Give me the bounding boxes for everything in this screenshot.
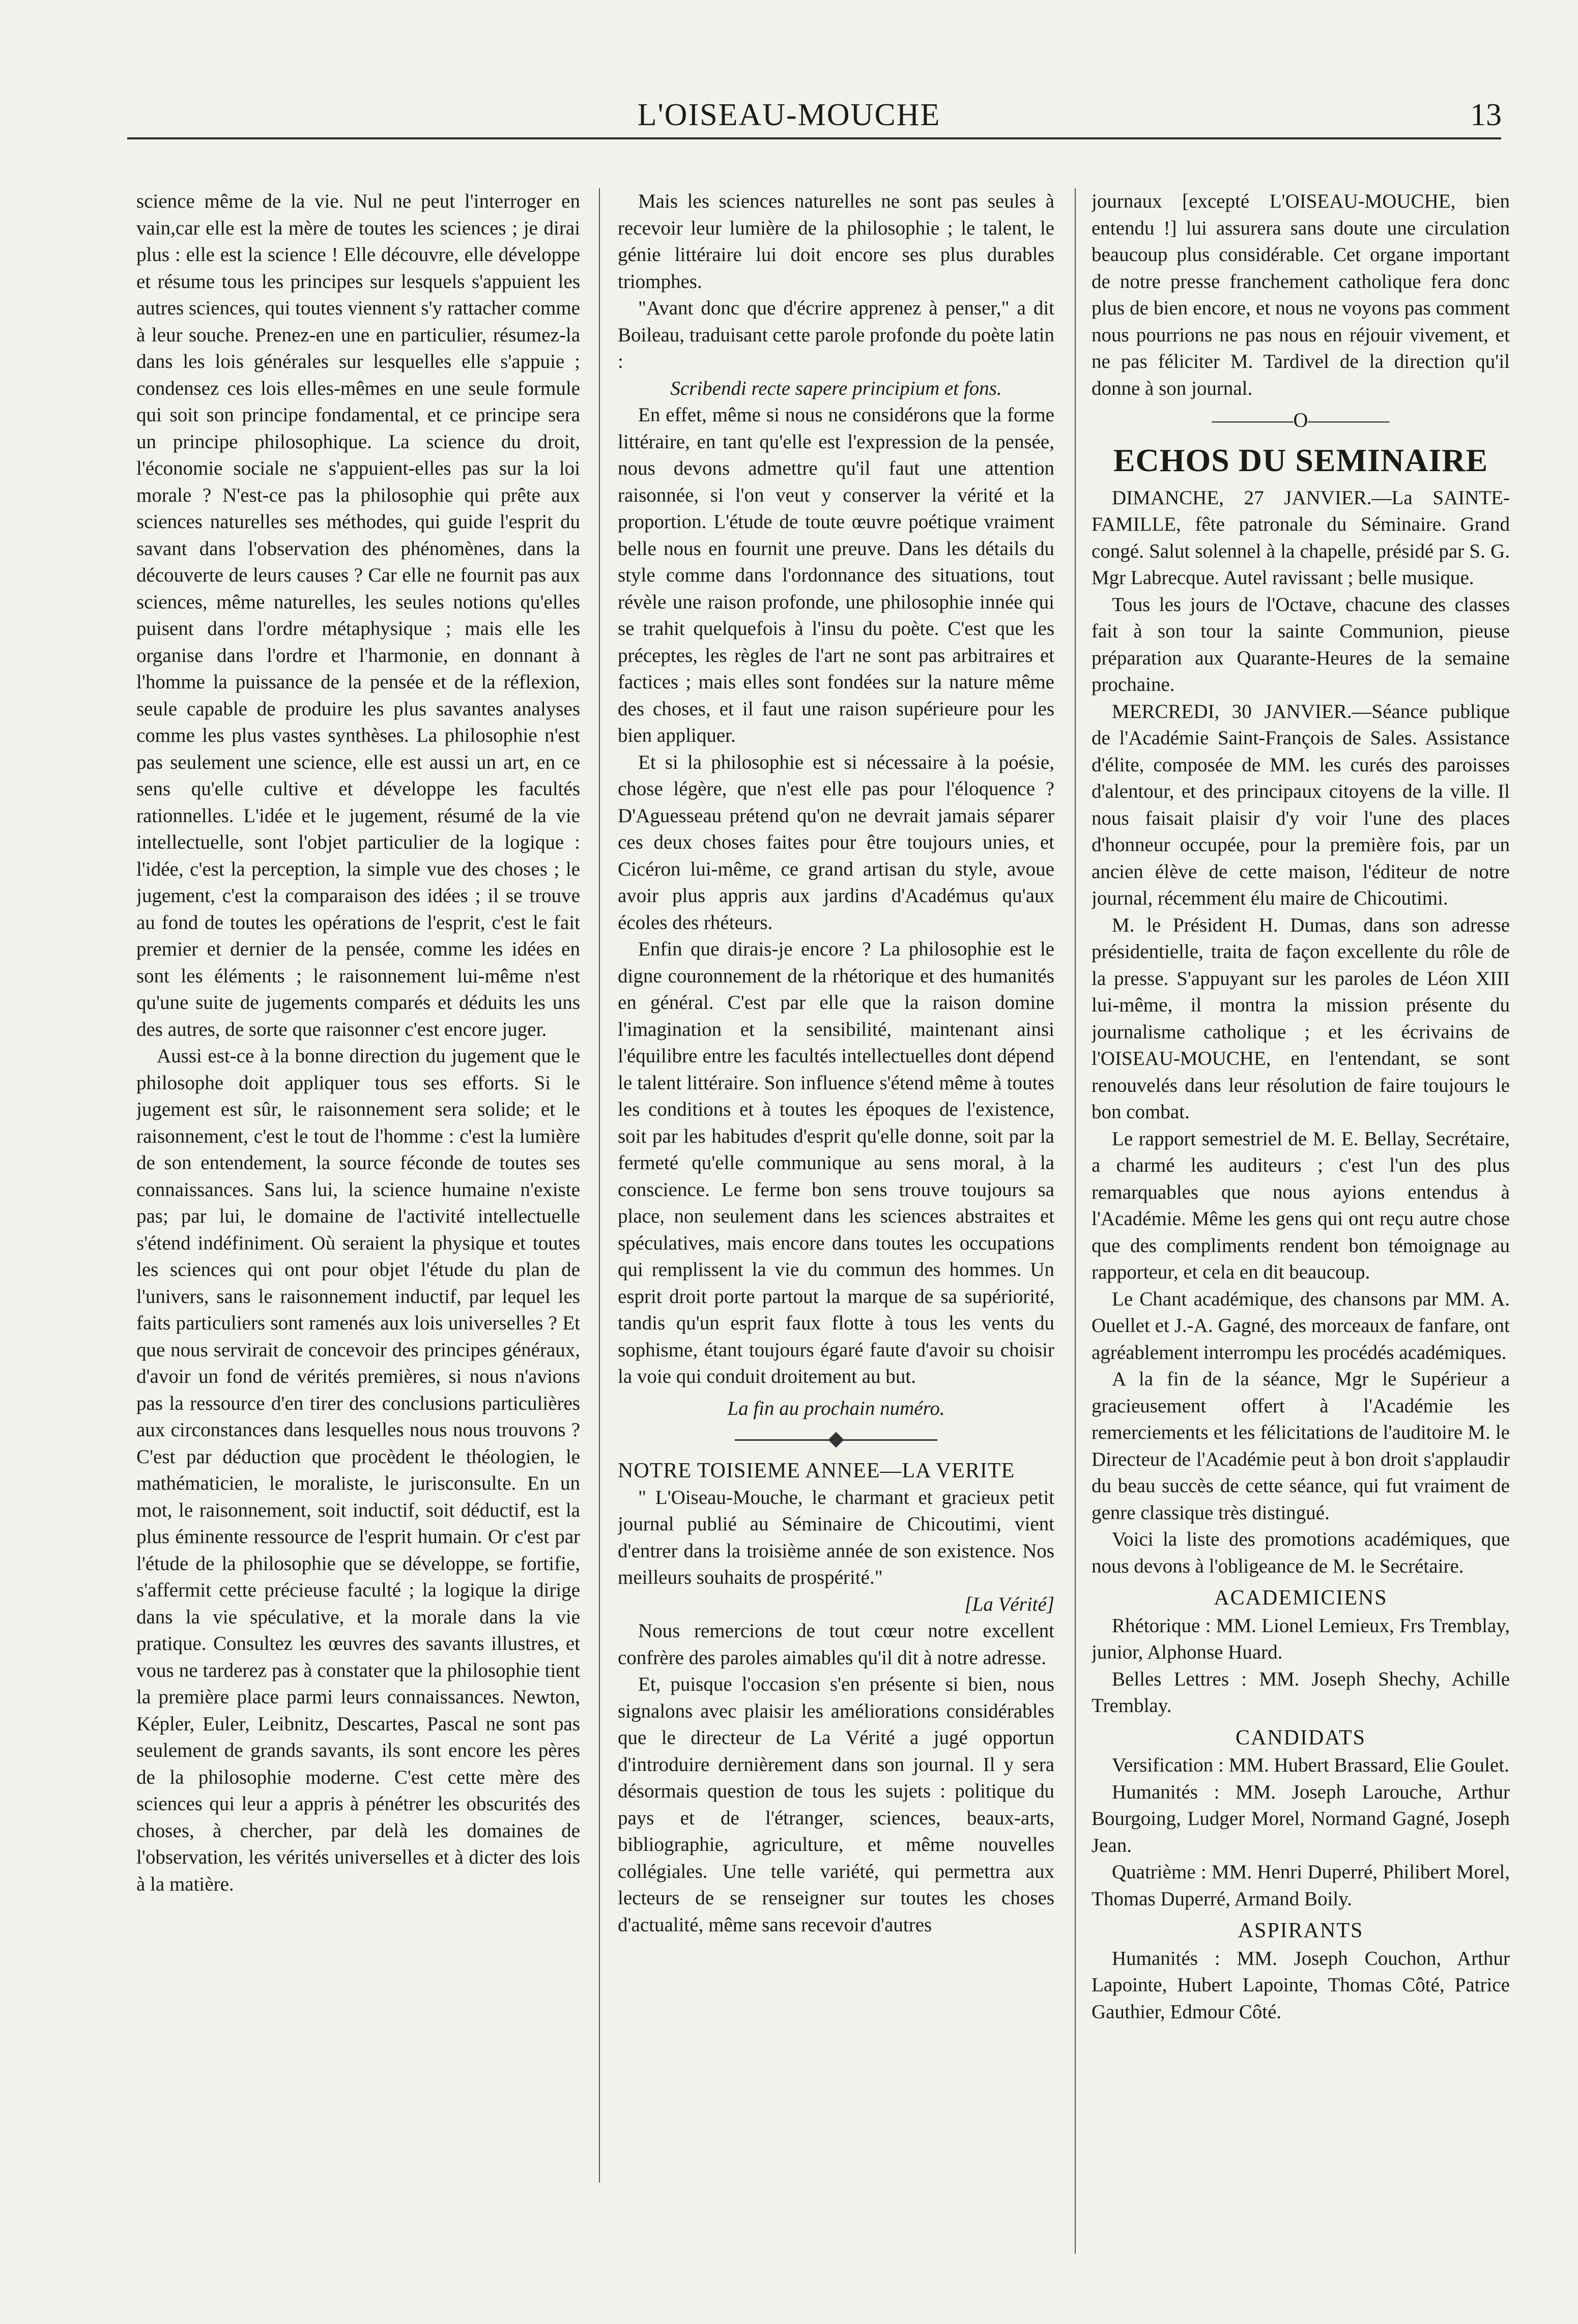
article-paragraph: En effet, même si nous ne considérons que la forme littéraire, en tant qu'elle est l'expression de la pensée, nous devons admettre qu'il faut une attention raisonnée, si l'on veut y conserver la vérité et la proportion. L'étude de toute œuvre poétique vraiment belle nous en fournit une preuve. Dans les détails du style comme dans l'ordonnance des situations, tout révèle une raison profonde, une philosophie innée qui se trahit quelquefois à l'insu du poète. C'est que les préceptes, les règles de l'art ne sont pas arbitraires et factices ; mais elles sont fondées sur la nature même des choses, et il faut une raison supérieure pour les bien appliquer. bbox=[618, 404, 1054, 746]
page-number: 13 bbox=[1470, 98, 1502, 132]
latin-quotation: Scribendi recte sapere principium et fons. bbox=[670, 377, 1002, 399]
article-paragraph: Mais les sciences naturelles ne sont pas seules à recevoir leur lumière de la philosophie ; le talent, le génie littéraire lui doit encore ses plus durables triomphes. bbox=[618, 190, 1054, 293]
article-column-2 bbox=[618, 188, 1054, 2253]
article-column-1 bbox=[136, 188, 580, 2253]
article-paragraph: Aussi est-ce à la bonne direction du jugement que le philosophe doit appliquer tous ses efforts. Si le jugement est sûr, le raisonnement sera solide; et le raisonnement, c'est le tout de l'homme : c'est la lumière de son entendement, la source féconde de toutes ses connaissances. Sans lui, la science humaine n'existe pas; par lui, le domaine de l'activité intellectuelle s'étend indéfiniment. Où seraient la physique et toutes les sciences qui ont pour objet l'étude du plan de l'univers, sans le raisonnement inductif, par lequel les faits particuliers sont ramenés aux lois universelles ? Et que nous servirait de concevoir des principes généraux, d'avoir un fond de vérités premières, si nous n'avions pas la ressource d'en tirer des conclusions particulières aux circonstances dans lesquelles nous nous trouvons ? C'est par déduction que procèdent le théologien, le mathématicien, le moraliste, le jurisconsulte. En un mot, le raisonnement, soit inductif, soit déductif, est la plus éminente ressource de l'esprit humain. Or c'est par l'étude de la philosophie que se développe, se fortifie, s'affermit cette précieuse faculté ; la logique la dirige dans la vie spéculative, et la morale dans la vie pratique. Consultez les œuvres des savants illustres, et vous ne tarderez pas à constater que la philosophie tient la première place parmi leurs connaissances. Newton, Képler, Euler, Leibnitz, Descartes, Pascal ne sont pas seulement de grands savants, ils sont encore les pères de la philosophie moderne. C'est cette mère des sciences qui leur a appris à pénétrer les obscurités des choses, à chercher, par delà les domaines de l'observation, les vérités universelles et à dicter des lois à la matière. bbox=[136, 1045, 580, 1895]
page-header-title: L'OISEAU-MOUCHE bbox=[637, 98, 941, 132]
continuation-note: La fin au prochain numéro. bbox=[727, 1397, 945, 1419]
news-item: DIMANCHE, 27 JANVIER.—La SAINTE-FAMILLE, fête patronale du Séminaire. Grand congé. Salut solennel à la chapelle, présidé par S. G. Mgr Labrecque. Autel ravissant ; belle musique. bbox=[1092, 486, 1510, 589]
article-column-3 bbox=[1092, 188, 1510, 2253]
list-item: Rhétorique : MM. Lionel Lemieux, Frs Tremblay, junior, Alphonse Huard. bbox=[1092, 1614, 1510, 1663]
news-item: M. le Président H. Dumas, dans son adresse présidentielle, traita de façon excellente du rôle de la presse. S'appuyant sur les paroles de Léon XIII lui-même, il montra la mission présente du journalisme catholique ; et les écrivains de l'OISEAU-MOUCHE, en l'entendant, se sont renouvelés dans leur résolution de faire toujours le bon combat. bbox=[1092, 914, 1510, 1123]
list-item: Humanités : MM. Joseph Couchon, Arthur Lapointe, Hubert Lapointe, Thomas Côté, Patrice Gauthier, Edmour Côté. bbox=[1092, 1947, 1510, 2023]
quoted-notice: " L'Oiseau-Mouche, le charmant et gracieux petit journal publié au Séminaire de Chicoutimi, vient d'entrer dans la troisième année de son existence. Nos meilleurs souhaits de prospérité." bbox=[618, 1486, 1054, 1588]
article-paragraph: Et, puisque l'occasion s'en présente si bien, nous signalons avec plaisir les améliorations considérables que le directeur de La Vérité a jugé opportun d'introduire dernièrement dans son journal. Il y sera désormais question de tous les sujets : politique du pays et de l'étranger, sciences, beaux-arts, bibliographie, agriculture, et même nouvelles collégiales. Une telle variété, qui permettra aux lecteurs de se renseigner sur toutes les choses d'actualité, même sans recevoir d'autres bbox=[618, 1673, 1054, 1936]
news-item: Tous les jours de l'Octave, chacune des classes fait à son tour la sainte Communion, pieuse préparation aux Quarante-Heures de la semaine prochaine. bbox=[1092, 593, 1510, 695]
news-item: A la fin de la séance, Mgr le Supérieur a gracieusement offert à l'Académie les remerciements et les félicitations de l'auditoire M. le Directeur de l'Académie peut à bon droit s'applaudir du beau succès de cette séance, qui fut vraiment de genre classique très distingué. bbox=[1092, 1368, 1510, 1524]
article-paragraph: Enfin que dirais-je encore ? La philosophie est le digne couronnement de la rhétorique et des humanités en général. C'est par elle que la raison domine l'imagination et la sensibilité, maintenant ainsi l'équilibre entre les facultés intellectuelles dont dépend le talent littéraire. Son influence s'étend même à toutes les conditions et à toutes les époques de l'existence, soit par les habitudes d'esprit qu'elle donne, soit par la fermeté qu'elle communique au sens moral, à la conscience. Le ferme bon sens trouve toujours sa place, non seulement dans les sciences abstraites et spéculatives, mais encore dans toutes les occupations qui remplissent la vie du commun des hommes. Un esprit droit porte partout la marque de sa supériorité, tandis qu'un esprit faux flotte à tous les vents du sophisme, étant toujours égaré faute d'avoir su choisir la voie qui conduit droitement au but. bbox=[618, 938, 1054, 1387]
small-divider: ————O———— bbox=[1212, 409, 1390, 431]
news-item: Le rapport semestriel de M. E. Bellay, Secrétaire, a charmé les auditeurs ; c'est l'un des plus remarquables que nous ayions entendus à l'Académie. Même les gens qui ont reçu autre chose que des compliments rendent bon témoignage au rapporteur, et cela en dit beaucoup. bbox=[1092, 1127, 1510, 1283]
list-item: Quatrième : MM. Henri Duperré, Philibert Morel, Thomas Duperré, Armand Boily. bbox=[1092, 1861, 1510, 1910]
list-heading: ASPIRANTS bbox=[1238, 1919, 1364, 1942]
list-heading: ACADEMICIENS bbox=[1214, 1586, 1388, 1610]
article-paragraph: science même de la vie. Nul ne peut l'interroger en vain,car elle est la mère de toutes les sciences ; je dirai plus : elle est la science ! Elle découvre, elle développe et résume tous les principes sur lesquels s'appuient les autres sciences, qui toutes viennent s'y rattacher comme à leur souche. Prenez-en une en particulier, résumez-la dans les lois générales sur lesquelles elle s'appuie ; condensez ces lois elles-mêmes en une seule formule qui soit son principe fondamental, et ce principe sera un principe philosophique. La science du droit, l'économie sociale ne s'appuient-elles pas sur la loi morale ? N'est-ce pas la philosophie qui prête aux sciences naturelles ses méthodes, qui guide l'esprit du savant dans l'observation des phénomènes, dans la découverte de leurs causes ? Car elle ne fournit pas aux sciences, même naturelles, les seules notions qu'elles puisent dans l'ordre métaphysique ; mais elle les organise dans l'ordre et l'harmonie, en donnant à l'homme la puissance de la pensée et de la réflexion, seule capable de produire les plus savantes analyses comme les plus vastes synthèses. La philosophie n'est pas seulement une science, elle est aussi un art, en ce sens qu'elle cultive et développe les facultés rationnelles. L'idée et le jugement, résumé de la vie intellectuelle, sont l'objet particulier de la logique : l'idée, c'est la perception, la simple vue des choses ; le jugement, c'est la comparaison des idées ; il se trouve au fond de toutes les opérations de l'esprit, c'est le fait premier et dernier de la pensée, comme les idées en sont les éléments ; le raisonnement lui-même n'est qu'une suite de jugements comparés et déduits les uns des autres, de sorte que raisonner c'est encore juger. bbox=[136, 190, 580, 1040]
section-heading: NOTRE TOISIEME ANNEE—LA VERITE bbox=[618, 1459, 1015, 1483]
article-paragraph: journaux [excepté L'OISEAU-MOUCHE, bien entendu !] lui assurera sans doute une circulation beaucoup plus considérable. Cet organe important de notre presse franchement catholique fera donc plus de bien encore, et nous ne voyons pas comment nous pourrions ne pas nous en réjouir vivement, et ne pas féliciter M. Tardivel de la direction qu'il donne à son journal. bbox=[1092, 190, 1510, 399]
article-paragraph: "Avant donc que d'écrire apprenez à penser," a dit Boileau, traduisant cette parole profonde du poète latin : bbox=[618, 297, 1054, 372]
header-rule bbox=[127, 137, 1501, 139]
list-item: Humanités : MM. Joseph Larouche, Arthur Bourgoing, Ludger Morel, Normand Gagné, Joseph Jean. bbox=[1092, 1781, 1510, 1856]
list-heading: CANDIDATS bbox=[1235, 1726, 1366, 1750]
list-item: Versification : MM. Hubert Brassard, Elie Goulet. bbox=[1112, 1754, 1509, 1776]
news-item: MERCREDI, 30 JANVIER.—Séance publique de l'Académie Saint-François de Sales. Assistance d'élite, composée de MM. les curés des paroisses d'alentour, et des principaux citoyens de la ville. Il nous faisait plaisir d'y voir l'une des places d'honneur occupée, pour la première fois, par un ancien élève de cette maison, l'éditeur de notre journal, récemment élu maire de Chicoutimi. bbox=[1092, 700, 1510, 909]
column-divider bbox=[599, 188, 600, 2183]
list-item: Belles Lettres : MM. Joseph Shechy, Achille Tremblay. bbox=[1092, 1668, 1510, 1717]
quote-source: [La Vérité] bbox=[964, 1593, 1054, 1615]
news-item: Voici la liste des promotions académiques, que nous devons à l'obligeance de M. le Secrétaire. bbox=[1092, 1528, 1510, 1577]
section-title: ECHOS DU SEMINAIRE bbox=[1113, 442, 1488, 478]
ornamental-divider bbox=[618, 1427, 1054, 1452]
column-divider bbox=[1075, 188, 1076, 2254]
news-item: Le Chant académique, des chansons par MM. A. Ouellet et J.-A. Gagné, des morceaux de fanfare, ont agréablement interrompu les procédés académiques. bbox=[1092, 1288, 1510, 1363]
article-paragraph: Et si la philosophie est si nécessaire à la poésie, chose légère, que n'est elle pas pour l'éloquence ? D'Aguesseau prétend qu'on ne devrait jamais séparer ces deux choses faites pour être toujours unies, et Cicéron lui-même, ce grand artisan du style, avoue avoir plus appris aux jardins d'Académus qu'aux écoles des rhéteurs. bbox=[618, 751, 1054, 934]
article-paragraph: Nous remercions de tout cœur notre excellent confrère des paroles aimables qu'il dit à notre adresse. bbox=[618, 1620, 1054, 1669]
